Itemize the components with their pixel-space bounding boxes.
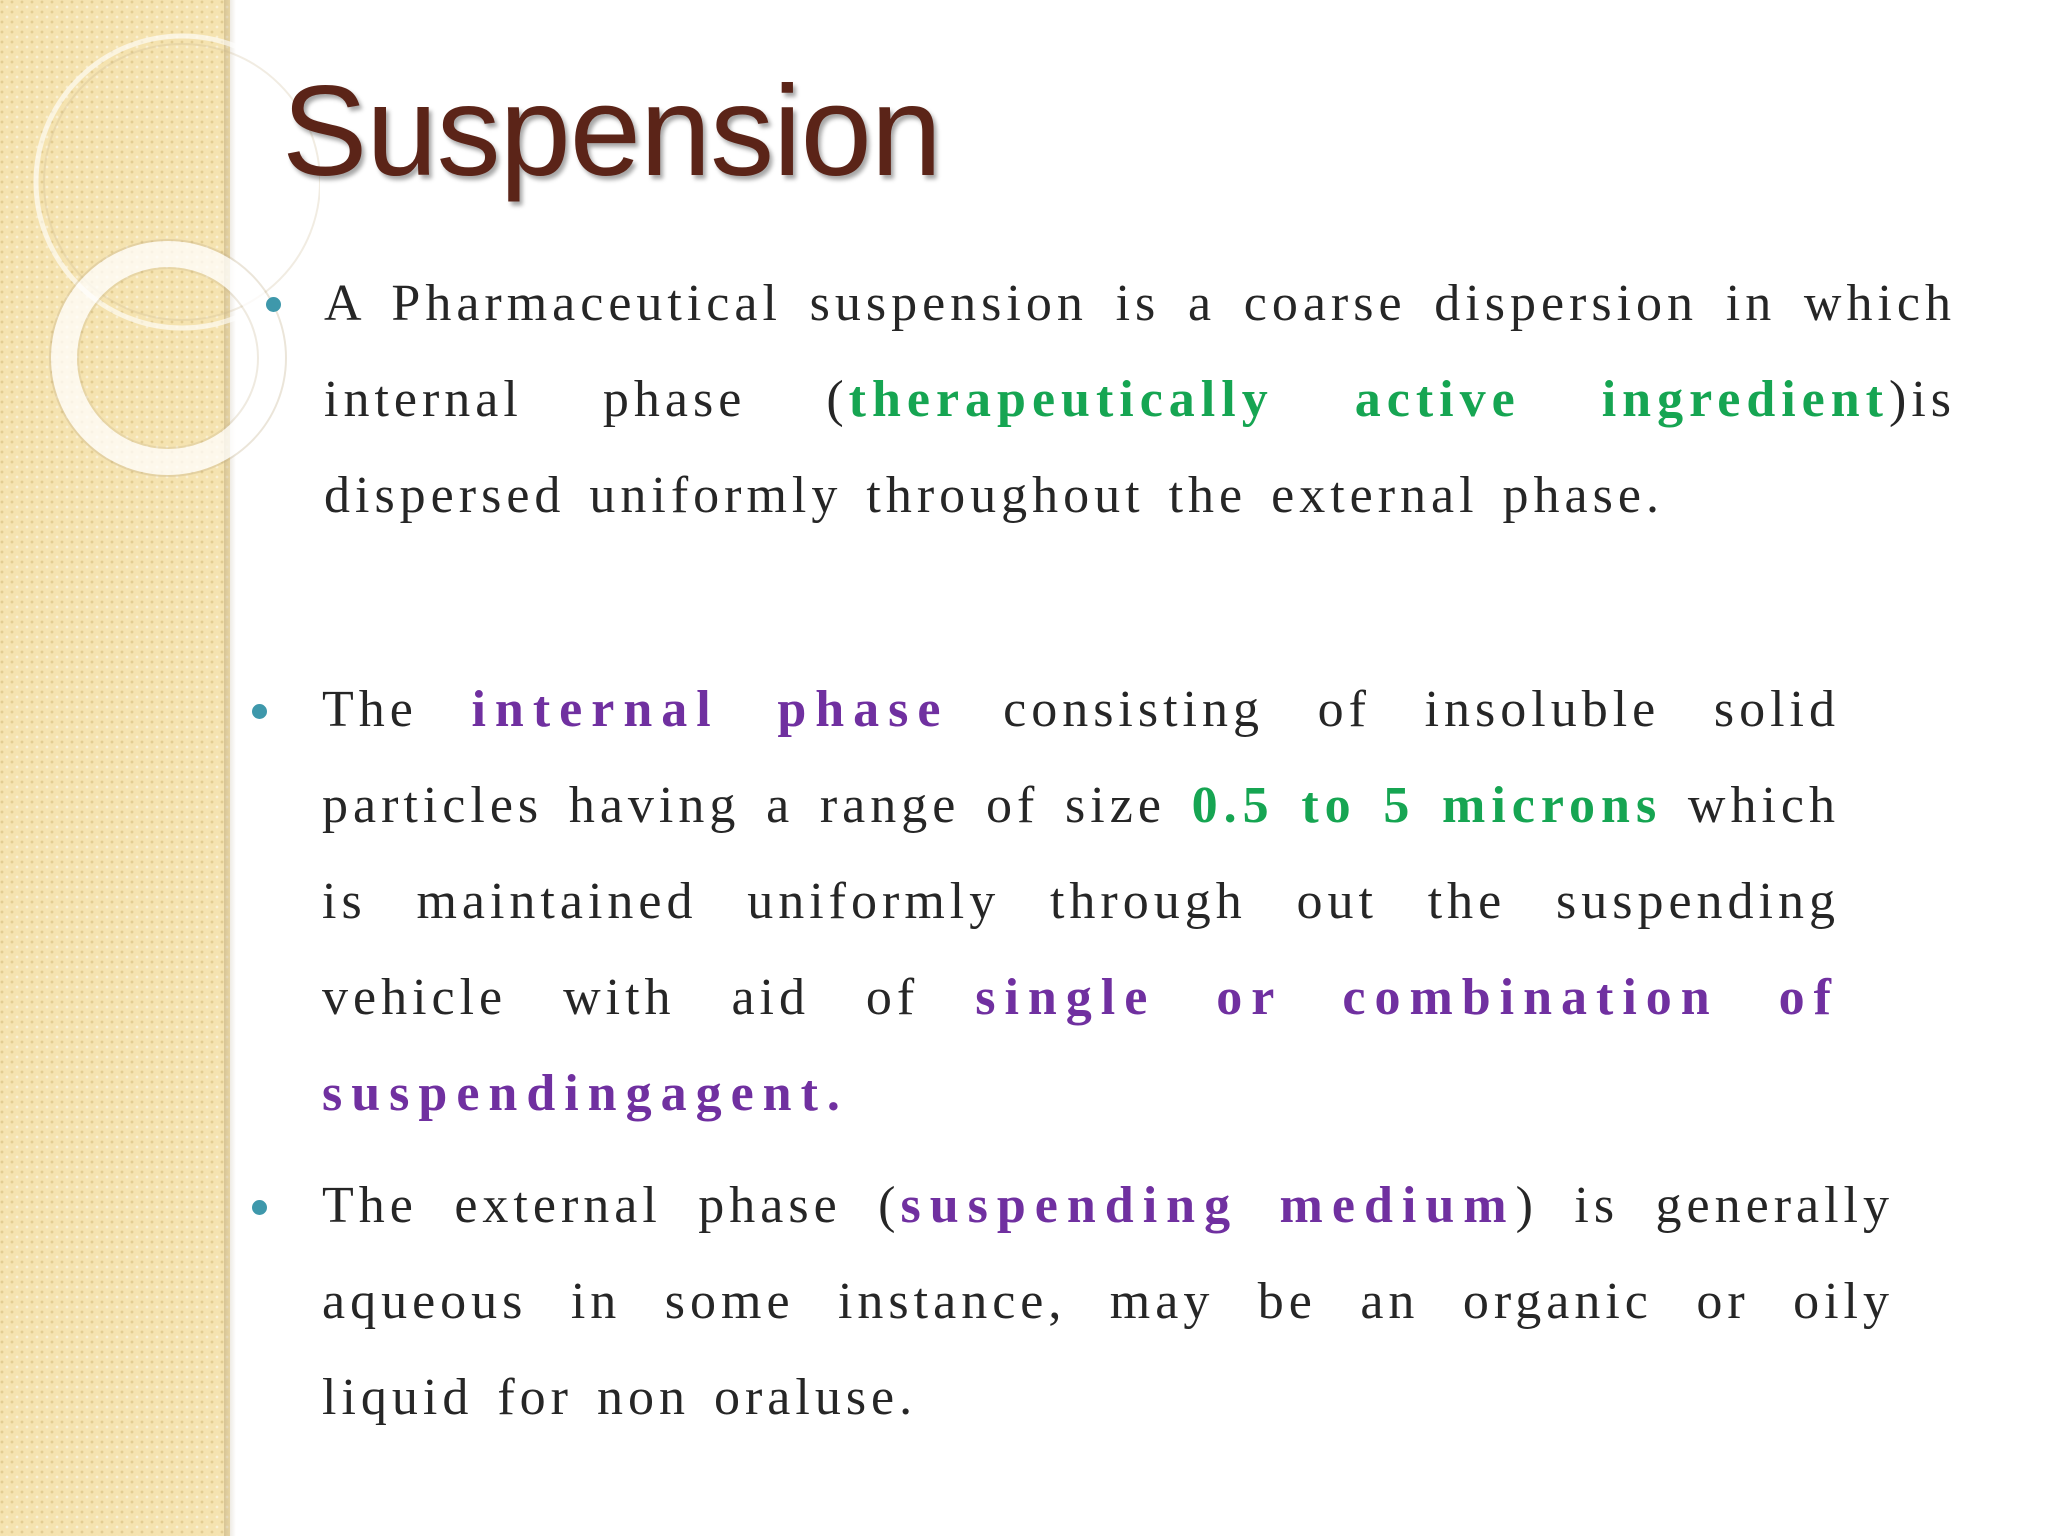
bullet-2-text: The	[322, 681, 472, 738]
bullet-2-highlight-internal-phase: internal phase	[471, 681, 950, 738]
bullet-3-highlight: suspending medium	[900, 1177, 1516, 1234]
bullet-2-text-mid2: which is maintained uniformly through out the suspending vehicle with aid of	[322, 777, 1840, 1026]
bullet-3-text: The external phase (	[322, 1177, 901, 1234]
bullet-item-1	[324, 256, 1956, 544]
bullet-dot-icon	[266, 297, 281, 312]
bullet-item-3	[322, 1158, 1894, 1446]
bullet-2-highlight-size: 0.5 to 5 microns	[1191, 777, 1663, 834]
bullet-1-text: A Pharmaceutical suspension is a coarse dispersion in which internal phase (	[324, 275, 1956, 428]
bullet-1-text-end: )is dispersed uniformly throughout the external phase.	[324, 371, 1956, 524]
bullet-2-highlight-agent: single or combination of suspendingagent.	[322, 969, 1840, 1122]
bullet-dot-icon	[252, 704, 267, 719]
bullet-2-text-mid: consisting of insoluble solid particles having a range of size	[322, 681, 1841, 834]
bullet-1-highlight: therapeutically active ingredient	[848, 371, 1889, 428]
bullet-3-text-end: ) is generally aqueous in some instance, may be an organic or oily liquid for non oraluse.	[322, 1177, 1894, 1426]
slide-title: Suspension	[282, 60, 941, 203]
bullet-dot-icon	[252, 1200, 267, 1215]
bullet-item-2	[322, 662, 1840, 1142]
